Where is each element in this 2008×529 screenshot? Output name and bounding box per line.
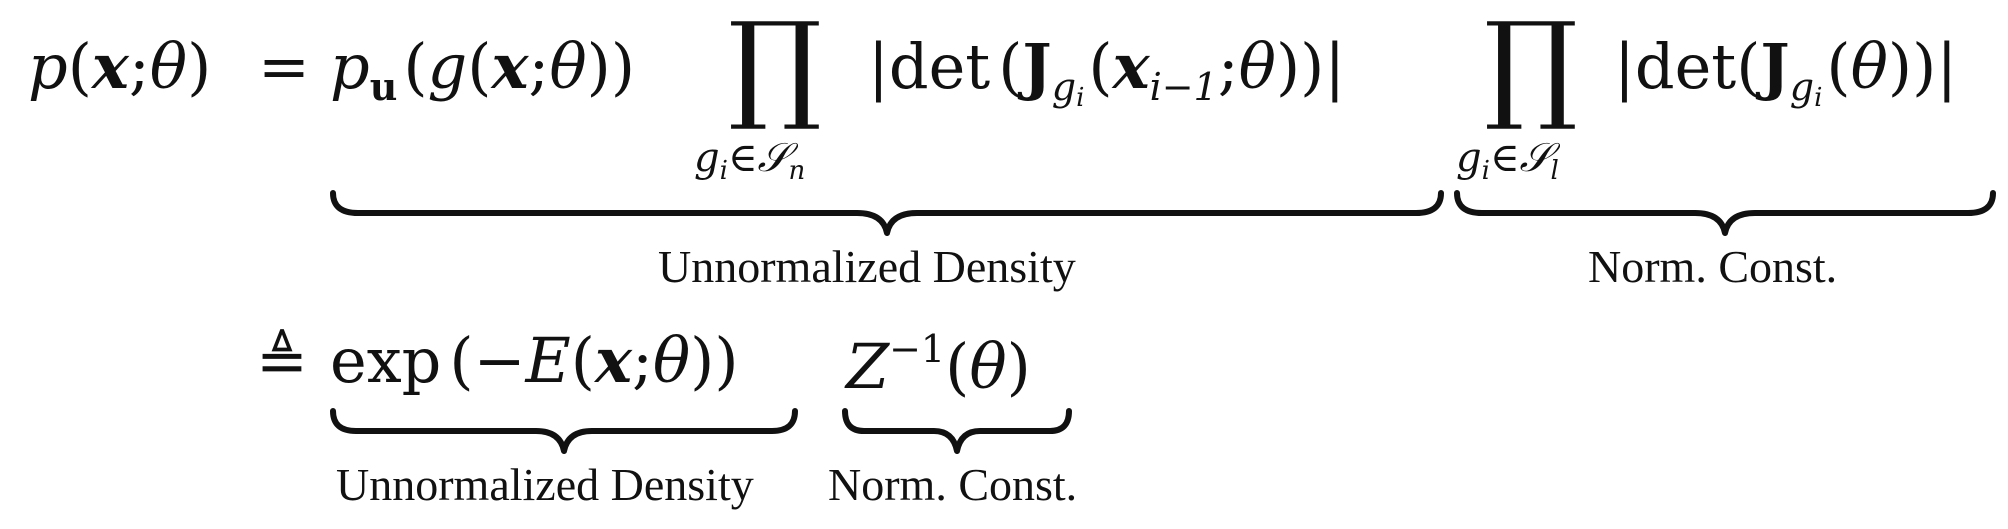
det1-bar-close: | xyxy=(1324,30,1346,103)
partition-Z-symbol: Z xyxy=(846,330,890,403)
energy-close-parens: )) xyxy=(690,324,739,397)
exp-open-paren: ( xyxy=(449,324,474,397)
energy-x-symbol: x xyxy=(594,324,632,397)
limit-1-i: i xyxy=(719,156,728,186)
g-x-symbol: x xyxy=(491,30,529,103)
det2-J-sub-g: g xyxy=(1789,65,1815,109)
lhs-p-symbol: p xyxy=(28,30,68,103)
energy-theta-symbol: θ xyxy=(652,324,691,397)
limit-1-g: g xyxy=(694,135,720,181)
det2-J-sub-i: i xyxy=(1814,83,1823,113)
partition-term xyxy=(846,327,1031,403)
lhs-open-paren: ( xyxy=(67,30,92,103)
partition-Z-superscript: −1 xyxy=(889,327,946,371)
limit-2-set: 𝒮 xyxy=(1519,135,1551,181)
det2-operator: det xyxy=(1634,30,1737,103)
partition-theta-symbol: θ xyxy=(969,330,1007,403)
underbrace-4 xyxy=(842,408,1072,454)
product-2-limit xyxy=(1456,135,1559,186)
lhs-density xyxy=(28,30,212,103)
det1-J-sub-g: g xyxy=(1051,65,1077,109)
det1-x-subscript: i−1 xyxy=(1149,65,1218,109)
pu-open-paren: ( xyxy=(403,30,428,103)
limit-1-n: n xyxy=(788,156,806,186)
pu-subscript: u xyxy=(369,64,398,109)
det1-jacobian-J: J xyxy=(1022,30,1052,103)
limit-1-in: ∈ xyxy=(727,135,758,181)
det1-inner-open-paren: ( xyxy=(1088,30,1113,103)
exp-operator: exp xyxy=(330,324,442,397)
pu-p-symbol: p xyxy=(330,30,370,103)
g-theta-symbol: θ xyxy=(549,30,587,103)
limit-2-in: ∈ xyxy=(1489,135,1520,181)
det1-operator: det xyxy=(888,30,991,103)
underbrace-1-label: Unnormalized Density xyxy=(658,241,1076,292)
energy-E-symbol: E xyxy=(525,324,571,397)
underbrace-2-label: Norm. Const. xyxy=(1588,241,1838,292)
det1-semicolon: ; xyxy=(1217,30,1239,103)
g-symbol: g xyxy=(427,30,468,103)
energy-open-paren: ( xyxy=(570,324,595,397)
det1-x-symbol: x xyxy=(1112,30,1150,103)
equals-sign: = xyxy=(258,30,310,103)
underbrace-2 xyxy=(1454,190,1996,236)
g-close-parens: )) xyxy=(586,30,636,103)
limit-2-i: i xyxy=(1481,156,1490,186)
g-semicolon: ; xyxy=(528,30,550,103)
minus-sign: − xyxy=(473,324,526,397)
det2-jacobian-J: J xyxy=(1760,30,1790,103)
limit-1-set: 𝒮 xyxy=(757,135,789,181)
product-operator-1: ∏ xyxy=(728,0,822,134)
determinant-term-1 xyxy=(868,30,1346,113)
underbrace-3-label: Unnormalized Density xyxy=(336,459,754,510)
partition-close-paren: ) xyxy=(1006,330,1031,403)
det1-bar-open: | xyxy=(868,30,889,103)
det2-close-parens: )) xyxy=(1887,30,1937,103)
det2-bar-open: | xyxy=(1614,30,1635,103)
underbrace-3 xyxy=(330,408,798,454)
lhs-x-symbol: x xyxy=(91,30,129,103)
det1-open-paren: ( xyxy=(998,30,1023,103)
defeq-sign: ≜ xyxy=(256,324,308,397)
det2-open-paren: ( xyxy=(1736,30,1761,103)
limit-2-g: g xyxy=(1456,135,1482,181)
det1-theta-symbol: θ xyxy=(1238,30,1276,103)
det2-theta-symbol: θ xyxy=(1850,30,1888,103)
lhs-semicolon: ; xyxy=(128,30,150,103)
lhs-theta-symbol: θ xyxy=(149,30,188,103)
limit-2-l: l xyxy=(1550,156,1559,186)
base-density-term xyxy=(330,30,636,109)
lhs-close-paren: ) xyxy=(187,30,212,103)
g-open-paren: ( xyxy=(467,30,492,103)
underbrace-1 xyxy=(330,190,1444,236)
det1-close-parens: )) xyxy=(1275,30,1325,103)
partition-open-paren: ( xyxy=(945,330,970,403)
det2-inner-open-paren: ( xyxy=(1826,30,1851,103)
energy-term xyxy=(330,324,739,397)
product-1-limit xyxy=(694,135,806,186)
det1-J-sub-i: i xyxy=(1076,83,1085,113)
energy-semicolon: ; xyxy=(631,324,653,397)
product-operator-2: ∏ xyxy=(1484,0,1578,134)
underbrace-4-label: Norm. Const. xyxy=(828,459,1078,510)
det2-bar-close: | xyxy=(1936,30,1958,103)
determinant-term-2 xyxy=(1614,30,1958,113)
